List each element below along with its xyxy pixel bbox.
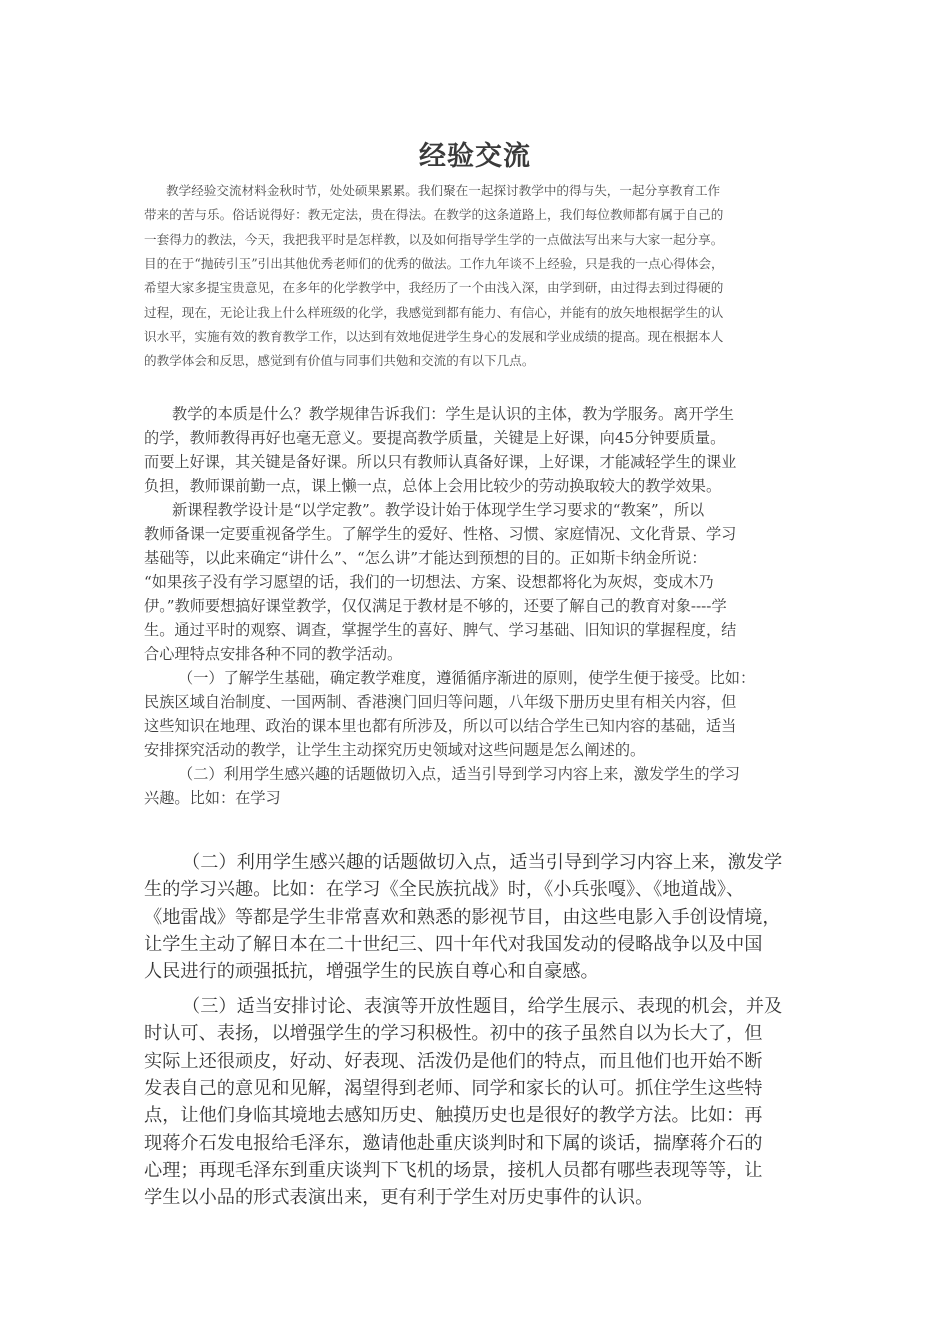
- text-line: 让学生主动了解日本在二十世纪三、四十年代对我国发动的侵略战争以及中国: [144, 933, 763, 955]
- text-line: 兴趣。比如：在学习: [144, 789, 281, 807]
- text-line: 而要上好课，其关键是备好课。所以只有教师认真备好课，上好课，才能减轻学生的课业: [144, 453, 737, 471]
- text-line: 伊。”教师要想搞好课堂教学，仅仅满足于教材是不够的，还要了解自己的教育对象----学: [144, 597, 727, 615]
- text-line: 带来的苦与乐。俗话说得好：教无定法，贵在得法。在教学的这条道路上，我们每位教师都有属于自己的: [144, 207, 724, 223]
- text-line: 实际上还很顽皮，好动、好表现、活泼仍是他们的特点，而且他们也开始不断: [144, 1050, 763, 1072]
- text-line: 现蒋介石发电报给毛泽东，邀请他赴重庆谈判时和下属的谈话，揣摩蒋介石的: [144, 1132, 763, 1154]
- text-line: 的教学体会和反思，感觉到有价值与同事们共勉和交流的有以下几点。: [144, 353, 535, 369]
- text-line: （三）适当安排讨论、表演等开放性题目，给学生展示、表现的机会，并及: [182, 996, 783, 1017]
- text-line: （一）了解学生基础，确定教学难度，遵循循序渐进的原则，使学生便于接受。比如：: [178, 669, 756, 687]
- text-line: 人民进行的顽强抵抗，增强学生的民族自尊心和自豪感。: [144, 961, 599, 983]
- text-line: 识水平，实施有效的教育教学工作，以达到有效地促进学生身心的发展和学业成绩的提高。现在根据本人: [144, 328, 724, 344]
- text-line: 的学，教师教得再好也毫无意义。要提高教学质量，关键是上好课，向45分钟要质量。: [144, 429, 726, 447]
- text-line: 点，让他们身临其境地去感知历史、触摸历史也是很好的教学方法。比如：再: [144, 1105, 763, 1127]
- text-line: 《地雷战》等都是学生非常喜欢和熟悉的影视节目，由这些电影入手创设情境，: [144, 906, 781, 928]
- text-line: 教师备课一定要重视备学生。了解学生的爱好、性格、习惯、家庭情况、文化背景、学习: [144, 525, 737, 543]
- text-line: 希望大家多提宝贵意见，在多年的化学教学中，我经历了一个由浅入深，由学到研，由过得去到过得硬的: [144, 280, 724, 296]
- text-line: 一套得力的教法，今天，我把我平时是怎样教，以及如何指导学生学的一点做法写出来与大家一起分享。: [144, 231, 724, 247]
- text-line: 学生以小品的形式表演出来，更有利于学生对历史事件的认识。: [144, 1187, 654, 1209]
- text-line: 教学的本质是什么？教学规律告诉我们：学生是认识的主体，教为学服务。离开学生: [172, 405, 734, 423]
- text-line: “如果孩子没有学习愿望的话，我们的一切想法、方案、设想都将化为灰烬，变成木乃: [144, 573, 714, 591]
- document-title: 经验交流: [419, 141, 531, 172]
- text-line: 生。通过平时的观察、调查，掌握学生的喜好、脾气、学习基础、旧知识的掌握程度，结: [144, 621, 737, 639]
- text-line: 基础等，以此来确定“讲什么”、“怎么讲”才能达到预想的目的。正如斯卡纳金所说：: [144, 549, 707, 567]
- text-line: 生的学习兴趣。比如：在学习《全民族抗战》时，《小兵张嘎》、《地道战》、: [144, 879, 745, 901]
- text-line: 发表自己的意见和见解，渴望得到老师、同学和家长的认可。抓住学生这些特: [144, 1077, 763, 1099]
- text-line: 目的在于“抛砖引玉”引出其他优秀老师们的优秀的做法。工作九年谈不上经验，只是我的一点心得体会，: [144, 255, 724, 271]
- text-line: 民族区域自治制度、一国两制、香港澳门回归等问题，八年级下册历史里有相关内容，但: [144, 693, 737, 711]
- text-line: 时认可、表扬，以增强学生的学习积极性。初中的孩子虽然自以为长大了，但: [144, 1023, 763, 1045]
- text-line: 这些知识在地理、政治的课本里也都有所涉及，所以可以结合学生已知内容的基础，适当: [144, 717, 737, 735]
- text-line: 新课程教学设计是“以学定教”。教学设计始于体现学生学习要求的“教案”，所以: [172, 501, 705, 519]
- text-line: （二）利用学生感兴趣的话题做切入点，适当引导到学习内容上来，激发学生的学习: [178, 765, 740, 783]
- text-line: 过程，现在，无论让我上什么样班级的化学，我感觉到都有能力、有信心，并能有的放矢地根据学生的认: [144, 304, 724, 320]
- text-line: 合心理特点安排各种不同的教学活动。: [144, 645, 403, 663]
- text-line: 心理；再现毛泽东到重庆谈判下飞机的场景，接机人员都有哪些表现等等，让: [144, 1159, 763, 1181]
- text-line: 教学经验交流材料金秋时节，处处硕果累累。我们聚在一起探讨教学中的得与失，一起分享教育工作: [166, 183, 721, 198]
- text-line: 安排探究活动的教学，让学生主动探究历史领域对这些问题是怎么阐述的。: [144, 741, 646, 759]
- text-line: 负担，教师课前勤一点，课上懒一点，总体上会用比较少的劳动换取较大的教学效果。: [144, 477, 722, 495]
- text-line: （二）利用学生感兴趣的话题做切入点，适当引导到学习内容上来，激发学: [182, 852, 783, 873]
